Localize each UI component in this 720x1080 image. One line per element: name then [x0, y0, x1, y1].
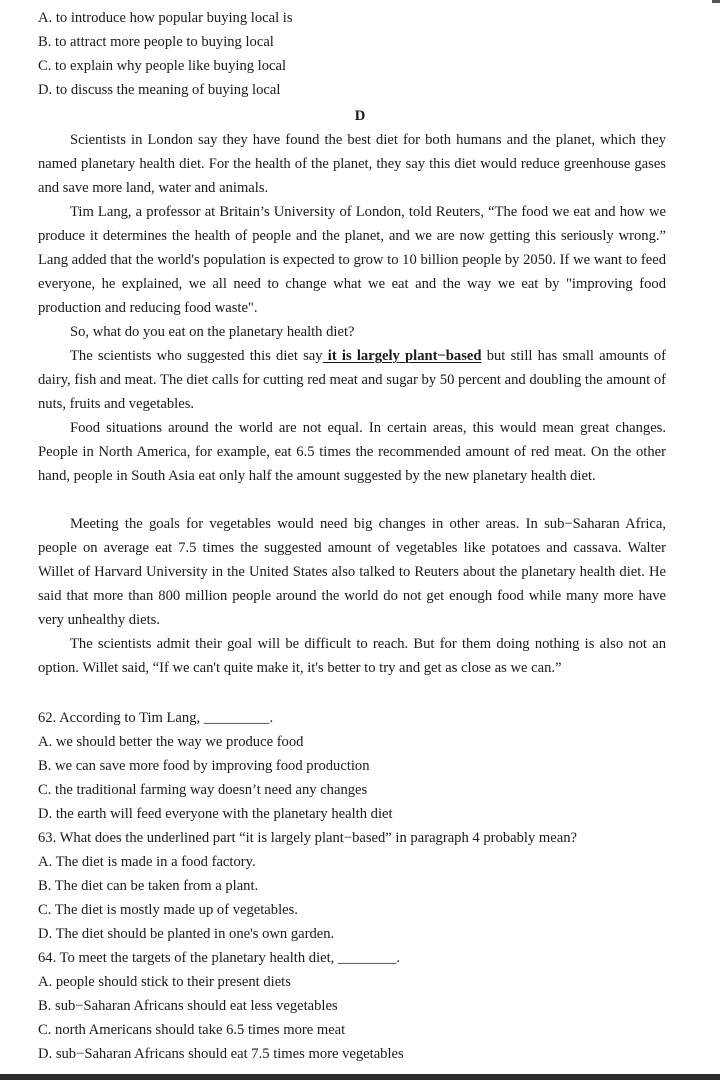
paragraph-4-before: The scientists who suggested this diet say [70, 348, 323, 364]
question-62-option-d: D. the earth will feed everyone with the planetary health diet [38, 806, 393, 822]
paragraph-4-after: but still has small amounts of dairy, fish and meat. The diet calls for cutting red meat and sugar by 50 percent and doubling the amount of nuts, fruits and vegetables. [38, 348, 666, 412]
question-63-option-c: C. The diet is mostly made up of vegetables. [38, 902, 298, 918]
question-63-option-a: A. The diet is made in a food factory. [38, 854, 256, 870]
question-62-option-c: C. the traditional farming way doesn’t need any changes [38, 782, 368, 798]
question-64-option-b: B. sub−Saharan Africans should eat less vegetables [38, 998, 338, 1014]
top-edge-mark [712, 0, 720, 3]
section-heading: D [354, 108, 366, 124]
question-63-stem: 63. What does the underlined part “it is largely plant−based” in paragraph 4 probably mean? [38, 830, 577, 846]
passage-paragraph-1: Scientists in London say they have found the best diet for both humans and the planet, which they named planetary health diet. For the health of the planet, they say this diet would reduce greenhouse gases and save more land, water and animals. [38, 132, 666, 196]
prev-option-a: A. to introduce how popular buying local is [38, 10, 293, 26]
passage-paragraph-4 [38, 344, 666, 416]
prev-option-d: D. to discuss the meaning of buying local [38, 82, 281, 98]
question-64-option-d: D. sub−Saharan Africans should eat 7.5 times more vegetables [38, 1046, 404, 1062]
passage-paragraph-2: Tim Lang, a professor at Britain’s University of London, told Reuters, “The food we eat and how we produce it determines the health of people and the planet, and we are now getting this seriously wrong.” Lang added that the world's population is expected to grow to 10 billion people by 2050. If we want to feed everyone, he explained, we all need to change what we eat and the way we eat by "improving food production and reducing food waste". [38, 204, 666, 316]
question-63-option-b: B. The diet can be taken from a plant. [38, 878, 259, 894]
question-64-stem: 64. To meet the targets of the planetary health diet, ________. [38, 950, 400, 966]
passage-paragraph-3: So, what do you eat on the planetary health diet? [70, 324, 355, 340]
question-62-option-a: A. we should better the way we produce food [38, 734, 304, 750]
underlined-phrase: it is largely plant−based [322, 348, 482, 364]
passage-paragraph-5: Food situations around the world are not equal. In certain areas, this would mean great changes. People in North America, for example, eat 6.5 times the recommended amount of red meat. On the other hand, people in South Asia eat only half the amount suggested by the new planetary health diet. [38, 420, 666, 484]
question-62-stem: 62. According to Tim Lang, _________. [38, 710, 274, 726]
question-64-option-a: A. people should stick to their present diets [38, 974, 291, 990]
question-63-option-d: D. The diet should be planted in one's own garden. [38, 926, 335, 942]
bottom-edge-bar [0, 1074, 720, 1080]
prev-option-c: C. to explain why people like buying local [38, 58, 287, 74]
passage-paragraph-6: Meeting the goals for vegetables would need big changes in other areas. In sub−Saharan Africa, people on average eat 7.5 times the suggested amount of vegetables like potatoes and cassava. Walter Willet of Harvard University in the United States also talked to Reuters about the planetary health diet. He said that more than 800 million people around the world do not get enough food while many more have very unhealthy diets. [38, 516, 666, 628]
question-62-option-b: B. we can save more food by improving food production [38, 758, 370, 774]
passage-paragraph-7: The scientists admit their goal will be difficult to reach. But for them doing nothing is also not an option. Willet said, “If we can't quite make it, it's better to try and get as close as we can.” [38, 636, 666, 676]
prev-option-b: B. to attract more people to buying local [38, 34, 274, 50]
question-64-option-c: C. north Americans should take 6.5 times more meat [38, 1022, 346, 1038]
